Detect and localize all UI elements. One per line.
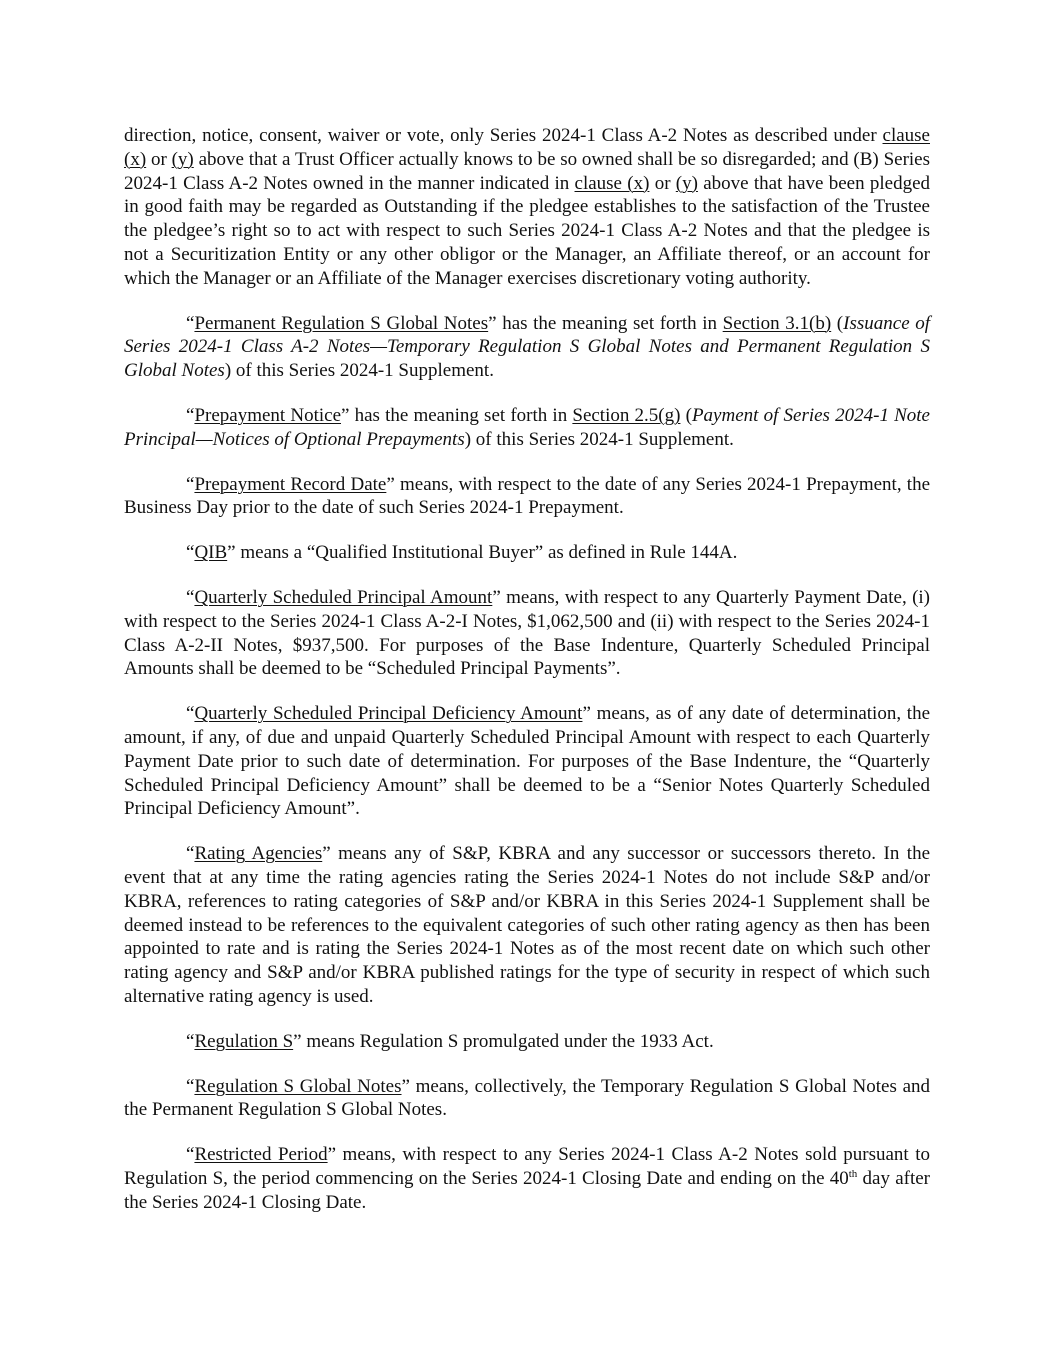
document-page: [124, 124, 930, 1235]
section-reference: Section 2.5(g): [572, 404, 681, 426]
defined-term: Permanent Regulation S Global Notes: [194, 312, 489, 334]
clause-y-reference: (y): [171, 148, 194, 170]
text-run: ” means, with respect to any Series 2024-1 Class A-2 Notes sold pursuant to Regulation S, the period commencing on the Series 2024-1 Closing Date and ending on the 40: [124, 1144, 930, 1189]
text-run: ) of this Series 2024-1 Supplement.: [464, 428, 734, 450]
definition-restricted-period: “Restricted Period” means, with respect to any Series 2024-1 Class A-2 Notes sold pursuant to Regulation S, the period commencing on the Series 2024-1 Closing Date and ending on the 40th day after the Series 2024-1 Closing Date.: [124, 1144, 930, 1213]
definition-prepayment-notice: “Prepayment Notice” has the meaning set forth in Section 2.5(g) (Payment of Series 2024-1 Note Principal—Notices of Optional Prepayments) of this Series 2024-1 Supplement.: [124, 404, 930, 450]
clause-y-reference: (y): [675, 172, 698, 194]
text-run: ” means, with respect to any Quarterly Payment Date, (i) with respect to the Series 2024-1 Class A-2-I Notes, $1,062,500 and (ii) with respect to the Series 2024-1 Class A-2-II Notes, $937,500. For purposes of the Base Indenture, Quarterly Scheduled Principal Amounts shall be deemed to be “Scheduled Principal Payments”.: [124, 586, 930, 680]
defined-term: Restricted Period: [194, 1144, 328, 1166]
section-caption: Issuance of Series 2024-1 Class A-2 Notes—Temporary Regulation S Global Notes and Permanent Regulation S Global Notes: [124, 312, 931, 382]
text-run: ) of this Series 2024-1 Supplement.: [224, 360, 494, 382]
section-reference: Section 3.1(b): [722, 312, 832, 334]
definition-qib: “QIB” means a “Qualified Institutional Buyer” as defined in Rule 144A.: [186, 542, 738, 564]
text-run: ” has the meaning set forth in: [341, 404, 573, 426]
text-run: ” has the meaning set forth in: [488, 312, 723, 334]
definition-rating-agencies: “Rating Agencies” means any of S&P, KBRA and any successor or successors thereto. In the event that at any time the rating agencies rating the Series 2024-1 Notes do not include S&P and/or KBRA, references to rating categories of S&P and/or KBRA in this Series 2024-1 Supplement shall be deemed instead to be references to the equivalent categories of such other rating agency as then has been appointed to rate and is rating the Series 2024-1 Notes as of the most recent date on which such other rating agency and S&P and/or KBRA published ratings for the type of security in respect of which such alternative rating agency is used.: [124, 843, 930, 1007]
text-run: ” means Regulation S promulgated under the 1933 Act.: [293, 1030, 714, 1052]
text-run: or: [146, 148, 172, 170]
text-run: day after the Series 2024-1 Closing Date.: [124, 1167, 930, 1213]
ordinal-suffix: th: [848, 1167, 858, 1180]
defined-term: Prepayment Notice: [194, 404, 341, 426]
defined-term: Regulation S: [194, 1030, 294, 1052]
definition-permanent-regulation-s-global-notes: “Permanent Regulation S Global Notes” has the meaning set forth in Section 3.1(b) (Issuance of Series 2024-1 Class A-2 Notes—Temporary Regulation S Global Notes and Permanent Regulation S Global Notes) of this Series 2024-1 Supplement.: [124, 312, 931, 382]
definition-quarterly-scheduled-principal-deficiency-amount: “Quarterly Scheduled Principal Deficiency Amount” means, as of any date of determination, the amount, if any, of due and unpaid Quarterly Scheduled Principal Amount with respect to each Quarterly Payment Date prior to such date of determination. For purposes of the Base Indenture, the “Quarterly Scheduled Principal Deficiency Amount” shall be deemed to be a “Senior Notes Quarterly Scheduled Principal Deficiency Amount”.: [124, 703, 930, 820]
text-run: ” means any of S&P, KBRA and any successor or successors thereto. In the event that at any time the rating agencies rating the Series 2024-1 Notes do not include S&P and/or KBRA, references to rating categories of S&P and/or KBRA in this Series 2024-1 Supplement shall be deemed instead to be references to the equivalent categories of such other rating agency as then has been appointed to rate and is rating the Series 2024-1 Notes as of the most recent date on which such other rating agency and S&P and/or KBRA published ratings for the type of security in respect of which such alternative rating agency is used.: [124, 843, 930, 1007]
defined-term: Quarterly Scheduled Principal Amount: [194, 586, 493, 608]
text-run: direction, notice, consent, waiver or vote, only Series 2024-1 Class A-2 Notes as described under: [124, 125, 883, 146]
section-caption: Payment of Series 2024-1 Note Principal—Notices of Optional Prepayments: [124, 404, 930, 450]
definition-quarterly-scheduled-principal-amount: “Quarterly Scheduled Principal Amount” means, with respect to any Quarterly Payment Date, (i) with respect to the Series 2024-1 Class A-2-I Notes, $1,062,500 and (ii) with respect to the Series 2024-1 Class A-2-II Notes, $937,500. For purposes of the Base Indenture, Quarterly Scheduled Principal Amounts shall be deemed to be “Scheduled Principal Payments”.: [124, 586, 930, 680]
defined-term: Regulation S Global Notes: [194, 1075, 402, 1097]
defined-term: Quarterly Scheduled Principal Deficiency Amount: [194, 703, 583, 725]
definition-prepayment-record-date: “Prepayment Record Date” means, with respect to the date of any Series 2024-1 Prepayment, the Business Day prior to the date of such Series 2024-1 Prepayment.: [124, 473, 931, 519]
continued-paragraph: [124, 124, 930, 291]
defined-term: Rating Agencies: [194, 843, 323, 865]
text-run: ” means, as of any date of determination, the amount, if any, of due and unpaid Quarterly Scheduled Principal Amount with respect to each Quarterly Payment Date prior to such date of determination. For purposes of the Base Indenture, the “Quarterly Scheduled Principal Deficiency Amount” shall be deemed to be a “Senior Notes Quarterly Scheduled Principal Deficiency Amount”.: [124, 703, 930, 820]
text-run: above that a Trust Officer actually knows to be so owned shall be so disregarded; and (B) Series 2024-1 Class A-2 Notes owned in the manner indicated in: [124, 148, 931, 194]
text-run: or: [649, 172, 676, 194]
text-run: ” means, collectively, the Temporary Regulation S Global Notes and the Permanent Regulation S Global Notes.: [124, 1075, 930, 1121]
text-run: ” means a “Qualified Institutional Buyer” as defined in Rule 144A.: [227, 542, 738, 564]
text-run: ” means, with respect to the date of any Series 2024-1 Prepayment, the Business Day prior to the date of such Series 2024-1 Prepayment.: [124, 473, 931, 519]
clause-x-reference: clause (x): [124, 125, 930, 170]
clause-x-reference: clause (x): [574, 172, 650, 194]
defined-term: Prepayment Record Date: [194, 473, 387, 495]
text-run: (: [680, 404, 692, 426]
text-run: (: [831, 312, 844, 334]
text-run: above that have been pledged in good faith may be regarded as Outstanding if the pledgee establishes to the satisfaction of the Trustee the pledgee’s right so to act with respect to such Series 2024-1 Class A-2 Notes and that the pledgee is not a Securitization Entity or any other obligor or the Manager, an Affiliate thereof, or an account for which the Manager or an Affiliate of the Manager exercises discretionary voting authority.: [124, 172, 930, 289]
definition-regulation-s-global-notes: “Regulation S Global Notes” means, collectively, the Temporary Regulation S Global Notes and the Permanent Regulation S Global Notes.: [124, 1075, 930, 1121]
definition-regulation-s: “Regulation S” means Regulation S promulgated under the 1933 Act.: [186, 1030, 714, 1052]
defined-term: QIB: [194, 542, 228, 564]
